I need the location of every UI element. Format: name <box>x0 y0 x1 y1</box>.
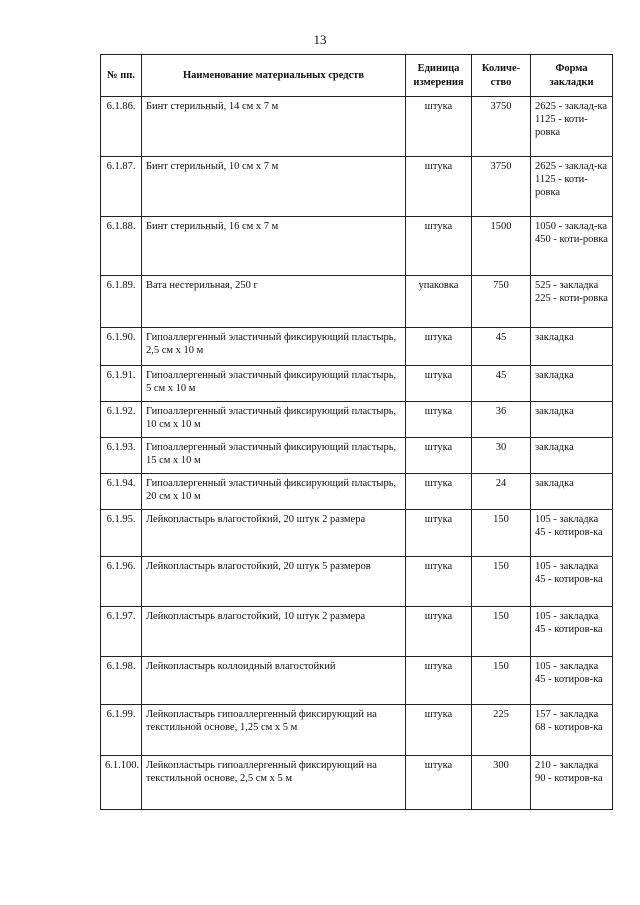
unit: штука <box>406 217 472 276</box>
form: закладка <box>531 474 613 510</box>
quantity: 150 <box>472 607 531 657</box>
quantity: 30 <box>472 438 531 474</box>
unit: штука <box>406 607 472 657</box>
table-row <box>101 217 613 276</box>
table-row <box>101 756 613 810</box>
quantity: 300 <box>472 756 531 810</box>
material-name: Лейкопластырь гипоаллергенный фиксирующий на текстильной основе, 1,25 см х 5 м <box>142 705 406 756</box>
quantity: 24 <box>472 474 531 510</box>
quantity: 225 <box>472 705 531 756</box>
table-row <box>101 510 613 557</box>
form: 105 - закладка 45 - котиров-ка <box>531 557 613 607</box>
form: 105 - закладка 45 - котиров-ка <box>531 510 613 557</box>
row-number: 6.1.100. <box>101 756 142 810</box>
form: 525 - закладка 225 - коти-ровка <box>531 276 613 328</box>
quantity: 1500 <box>472 217 531 276</box>
table-row <box>101 705 613 756</box>
unit: штука <box>406 705 472 756</box>
table-row <box>101 657 613 705</box>
unit: штука <box>406 366 472 402</box>
unit: штука <box>406 474 472 510</box>
unit: штука <box>406 157 472 217</box>
row-number: 6.1.94. <box>101 474 142 510</box>
row-number: 6.1.92. <box>101 402 142 438</box>
row-number: 6.1.97. <box>101 607 142 657</box>
row-number: 6.1.98. <box>101 657 142 705</box>
row-number: 6.1.99. <box>101 705 142 756</box>
form: закладка <box>531 366 613 402</box>
unit: упаковка <box>406 276 472 328</box>
quantity: 750 <box>472 276 531 328</box>
row-number: 6.1.89. <box>101 276 142 328</box>
unit: штука <box>406 510 472 557</box>
unit: штука <box>406 402 472 438</box>
quantity: 36 <box>472 402 531 438</box>
row-number: 6.1.95. <box>101 510 142 557</box>
unit: штука <box>406 756 472 810</box>
row-number: 6.1.88. <box>101 217 142 276</box>
unit: штука <box>406 328 472 366</box>
form: закладка <box>531 402 613 438</box>
form: 210 - закладка 90 - котиров-ка <box>531 756 613 810</box>
table-row <box>101 474 613 510</box>
quantity: 150 <box>472 557 531 607</box>
quantity: 45 <box>472 366 531 402</box>
table-row <box>101 438 613 474</box>
table-row <box>101 402 613 438</box>
unit: штука <box>406 657 472 705</box>
quantity: 3750 <box>472 157 531 217</box>
table-row <box>101 276 613 328</box>
material-name: Гипоаллергенный эластичный фиксирующий пластырь, 15 см х 10 м <box>142 438 406 474</box>
quantity: 150 <box>472 657 531 705</box>
table-header-row <box>101 55 613 97</box>
material-name: Гипоаллергенный эластичный фиксирующий пластырь, 5 см х 10 м <box>142 366 406 402</box>
header-num: № пп. <box>101 55 142 97</box>
material-name: Гипоаллергенный эластичный фиксирующий пластырь, 10 см х 10 м <box>142 402 406 438</box>
row-number: 6.1.90. <box>101 328 142 366</box>
quantity: 150 <box>472 510 531 557</box>
row-number: 6.1.86. <box>101 97 142 157</box>
form: закладка <box>531 438 613 474</box>
material-name: Гипоаллергенный эластичный фиксирующий пластырь, 20 см х 10 м <box>142 474 406 510</box>
header-unit: Единица измерения <box>406 55 472 97</box>
unit: штука <box>406 97 472 157</box>
material-name: Лейкопластырь коллоидный влагостойкий <box>142 657 406 705</box>
row-number: 6.1.91. <box>101 366 142 402</box>
quantity: 3750 <box>472 97 531 157</box>
material-name: Бинт стерильный, 16 см х 7 м <box>142 217 406 276</box>
row-number: 6.1.87. <box>101 157 142 217</box>
row-number: 6.1.96. <box>101 557 142 607</box>
table-row <box>101 328 613 366</box>
material-name: Гипоаллергенный эластичный фиксирующий пластырь, 2,5 см х 10 м <box>142 328 406 366</box>
table-row <box>101 97 613 157</box>
header-name: Наименование материальных средств <box>142 55 406 97</box>
form: закладка <box>531 328 613 366</box>
header-form: Форма закладки <box>531 55 613 97</box>
table-row <box>101 157 613 217</box>
material-name: Бинт стерильный, 14 см х 7 м <box>142 97 406 157</box>
form: 105 - закладка 45 - котиров-ка <box>531 607 613 657</box>
quantity: 45 <box>472 328 531 366</box>
material-name: Лейкопластырь влагостойкий, 20 штук 5 размеров <box>142 557 406 607</box>
form: 2625 - заклад-ка 1125 - коти-ровка <box>531 97 613 157</box>
material-name: Вата нестерильная, 250 г <box>142 276 406 328</box>
material-name: Бинт стерильный, 10 см х 7 м <box>142 157 406 217</box>
header-qty: Количе-ство <box>472 55 531 97</box>
form: 1050 - заклад-ка 450 - коти-ровка <box>531 217 613 276</box>
form: 2625 - заклад-ка 1125 - коти-ровка <box>531 157 613 217</box>
unit: штука <box>406 557 472 607</box>
material-name: Лейкопластырь влагостойкий, 10 штук 2 размера <box>142 607 406 657</box>
materials-table <box>100 54 613 810</box>
unit: штука <box>406 438 472 474</box>
row-number: 6.1.93. <box>101 438 142 474</box>
table-row <box>101 607 613 657</box>
material-name: Лейкопластырь гипоаллергенный фиксирующий на текстильной основе, 2,5 см х 5 м <box>142 756 406 810</box>
material-name: Лейкопластырь влагостойкий, 20 штук 2 размера <box>142 510 406 557</box>
form: 105 - закладка 45 - котиров-ка <box>531 657 613 705</box>
page-number: 13 <box>313 32 327 47</box>
table-row <box>101 557 613 607</box>
form: 157 - закладка 68 - котиров-ка <box>531 705 613 756</box>
table-row <box>101 366 613 402</box>
